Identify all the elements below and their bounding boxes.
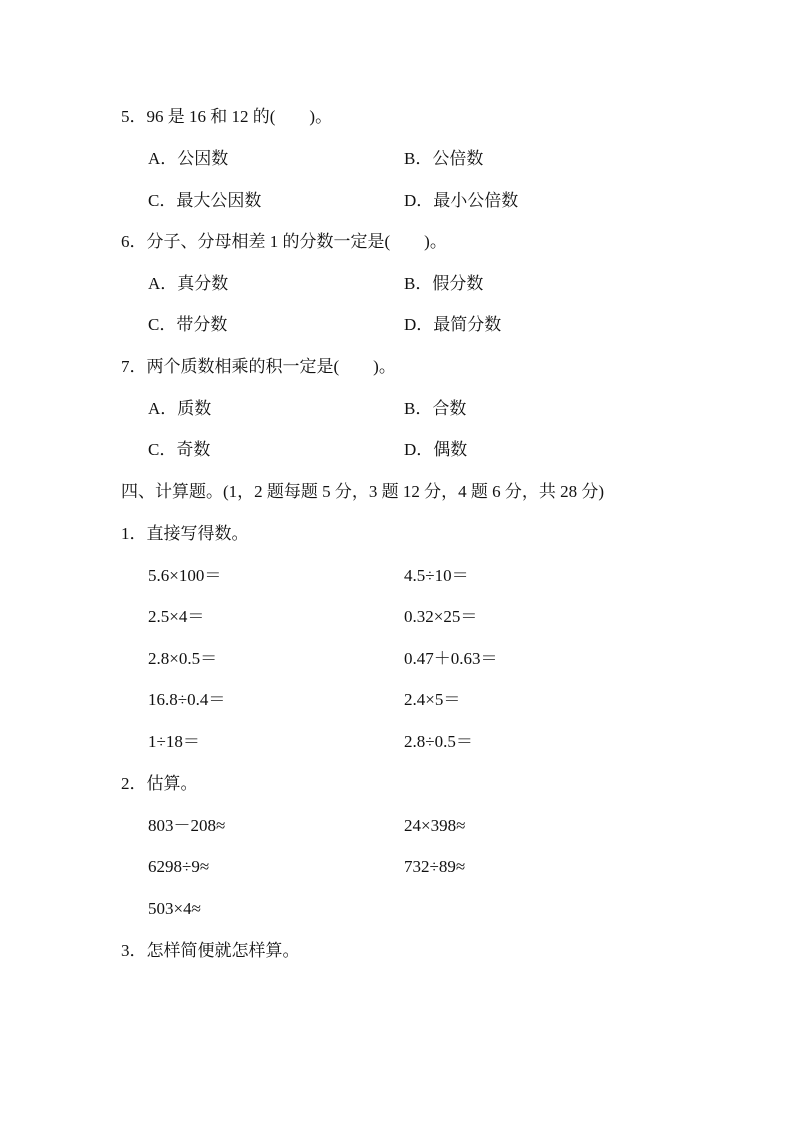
question-6-option-b: B．假分数 bbox=[404, 274, 484, 293]
section-4-heading: 四、计算题。(1，2 题每题 5 分，3 题 12 分，4 题 6 分，共 28 分) bbox=[121, 482, 605, 501]
estimate-item: 6298÷9≈ bbox=[148, 857, 210, 876]
question-6-stem: 6．分子、分母相差 1 的分数一定是( )。 bbox=[121, 232, 447, 251]
question-6-option-a: A．真分数 bbox=[148, 274, 229, 293]
calc-item: 2.4×5＝ bbox=[404, 690, 461, 709]
part-2-title: 2．估算。 bbox=[121, 774, 198, 793]
question-5-option-c: C．最大公因数 bbox=[148, 191, 262, 210]
calc-item: 1÷18＝ bbox=[148, 732, 200, 751]
calc-item: 0.47＋0.63＝ bbox=[404, 649, 498, 668]
calc-item: 4.5÷10＝ bbox=[404, 566, 469, 585]
question-6-option-d: D．最简分数 bbox=[404, 315, 502, 334]
question-7-option-b: B．合数 bbox=[404, 399, 467, 418]
estimate-item: 24×398≈ bbox=[404, 816, 466, 835]
estimate-item: 732÷89≈ bbox=[404, 857, 466, 876]
question-7-stem: 7．两个质数相乘的积一定是( )。 bbox=[121, 357, 396, 376]
calc-item: 0.32×25＝ bbox=[404, 607, 478, 626]
part-3-title: 3．怎样简便就怎样算。 bbox=[121, 941, 300, 960]
estimate-item: 503×4≈ bbox=[148, 899, 201, 918]
calc-item: 5.6×100＝ bbox=[148, 566, 222, 585]
question-5-option-d: D．最小公倍数 bbox=[404, 191, 519, 210]
question-7-option-d: D．偶数 bbox=[404, 440, 468, 459]
question-5-option-a: A．公因数 bbox=[148, 149, 229, 168]
calc-item: 2.8×0.5＝ bbox=[148, 649, 218, 668]
question-5-stem: 5．96 是 16 和 12 的( )。 bbox=[121, 107, 333, 126]
question-7-option-a: A．质数 bbox=[148, 399, 212, 418]
question-6-option-c: C．带分数 bbox=[148, 315, 228, 334]
question-7-option-c: C．奇数 bbox=[148, 440, 211, 459]
part-1-title: 1．直接写得数。 bbox=[121, 524, 249, 543]
question-5-option-b: B．公倍数 bbox=[404, 149, 484, 168]
calc-item: 16.8÷0.4＝ bbox=[148, 690, 226, 709]
calc-item: 2.5×4＝ bbox=[148, 607, 205, 626]
calc-item: 2.8÷0.5＝ bbox=[404, 732, 473, 751]
estimate-item: 803－208≈ bbox=[148, 816, 226, 835]
